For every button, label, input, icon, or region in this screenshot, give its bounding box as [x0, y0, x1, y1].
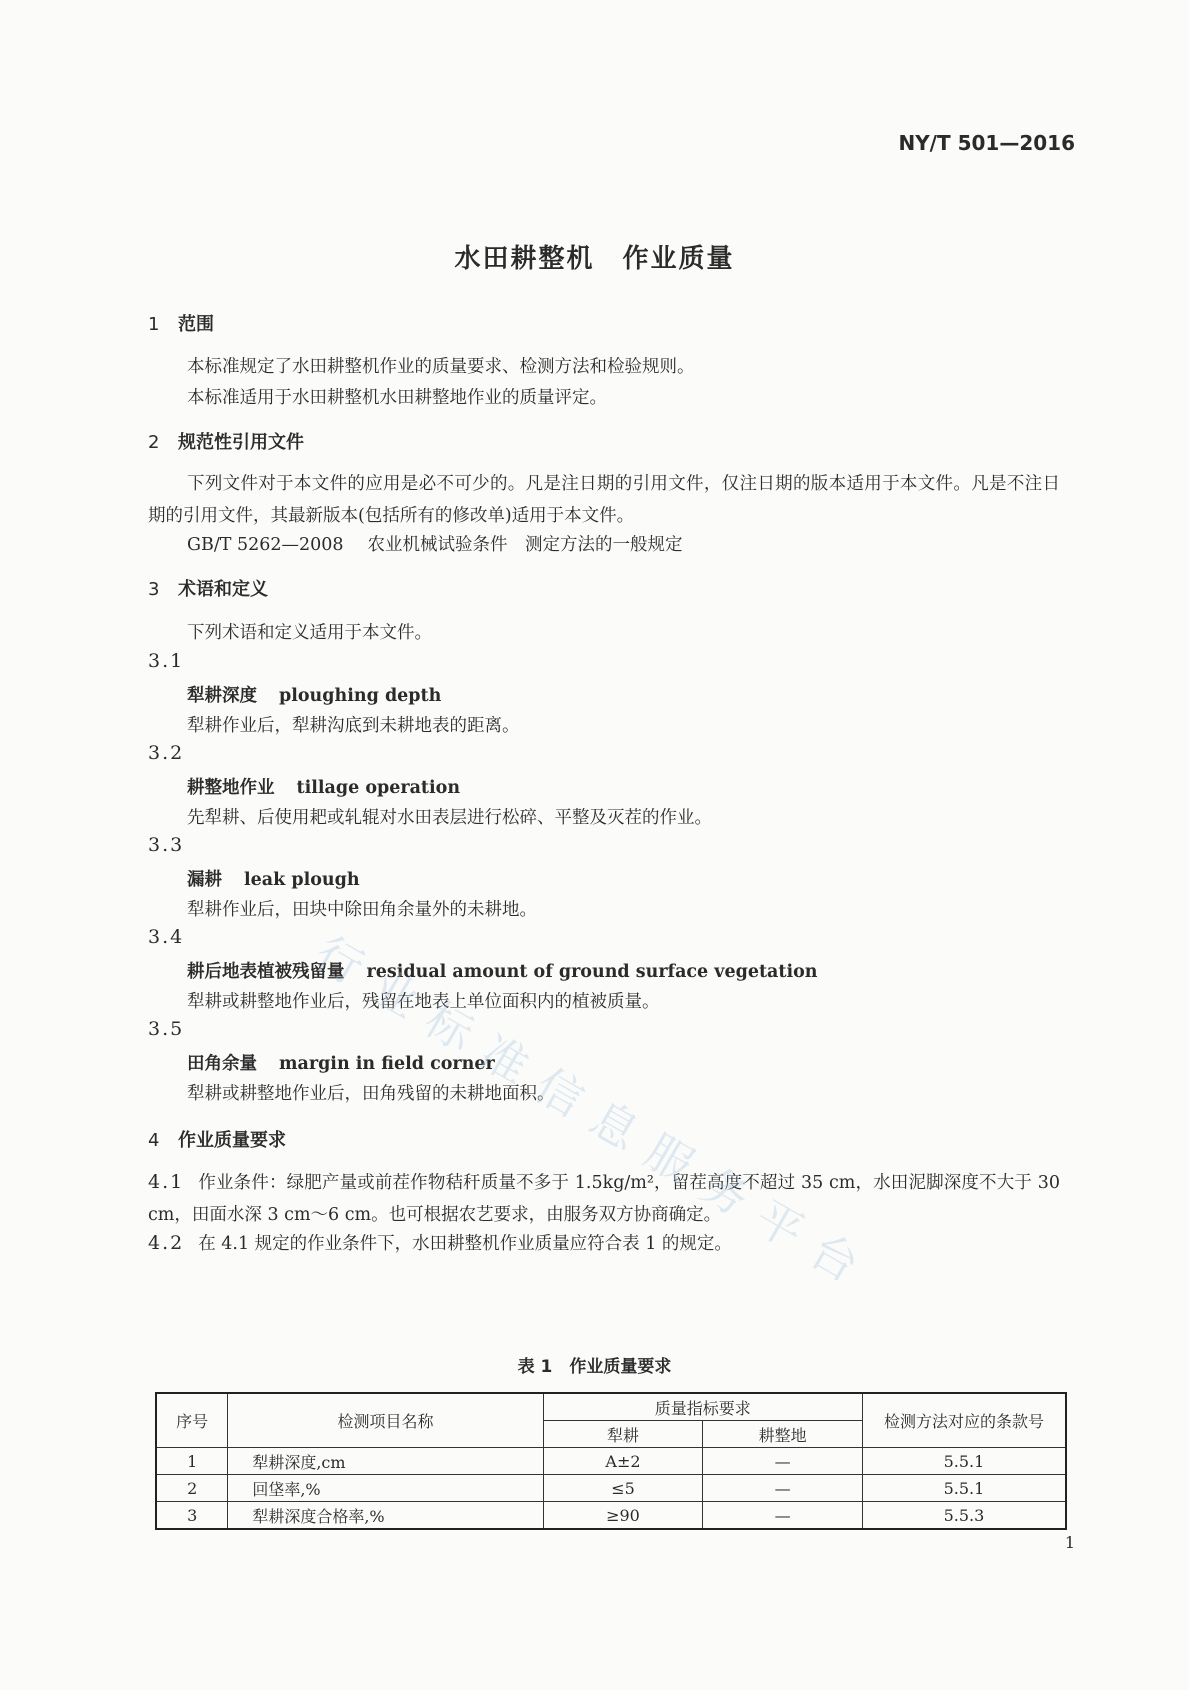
term-number: 3.5	[148, 1018, 185, 1040]
watermark-char: 标	[416, 991, 483, 1062]
cell-seq: 3	[156, 1502, 228, 1530]
term-en: margin in field corner	[279, 1054, 495, 1074]
cell-item: 犁耕深度合格率,%	[228, 1502, 543, 1530]
section-title: 术语和定义	[178, 579, 268, 600]
term-number: 3.4	[148, 926, 185, 948]
reference-code: GB/T 5262—2008	[187, 535, 344, 555]
term-definition: 犁耕作业后，田块中除田角余量外的未耕地。	[187, 900, 537, 920]
watermark-char: 台	[801, 1222, 868, 1293]
table-row	[156, 1448, 1066, 1475]
watermark-char: 行	[306, 925, 373, 996]
cell-tillage: —	[703, 1448, 863, 1475]
section-number: 1	[148, 314, 160, 335]
header-item: 检测项目名称	[228, 1393, 543, 1448]
clause-text: 作业条件：绿肥产量或前茬作物秸秆质量不多于 1.5kg/m²，留茬高度不超过 35 cm，水田泥脚深度不大于 30 cm，田面水深 3 cm～6 cm。也可根据农艺要求，由服务双方协商确定。	[148, 1173, 1060, 1225]
term-definition: 先犁耕、后使用耙或轧辊对水田表层进行松碎、平整及灭茬的作业。	[187, 808, 712, 828]
document-title: 水田耕整机 作业质量	[454, 244, 735, 274]
cell-plough: ≥90	[543, 1502, 703, 1530]
cell-item: 犁耕深度,cm	[228, 1448, 543, 1475]
cell-method: 5.5.1	[862, 1475, 1066, 1502]
quality-requirements-table	[155, 1392, 1067, 1530]
cell-seq: 2	[156, 1475, 228, 1502]
term-heading	[187, 866, 360, 891]
watermark-char: 务	[691, 1156, 758, 1227]
cell-seq: 1	[156, 1448, 228, 1475]
section-1-para-2: 本标准适用于水田耕整机水田耕整地作业的质量评定。	[187, 388, 607, 408]
watermark-char: 服	[636, 1123, 703, 1194]
term-zh: 漏耕	[187, 870, 222, 890]
header-seq: 序号	[156, 1393, 228, 1448]
section-number: 3	[148, 579, 160, 600]
table-row	[156, 1475, 1066, 1502]
clause-text: 在 4.1 规定的作业条件下，水田耕整机作业质量应符合表 1 的规定。	[198, 1234, 732, 1254]
cell-item: 回垡率,%	[228, 1475, 543, 1502]
table-caption: 表 1 作业质量要求	[517, 1357, 672, 1377]
cell-method: 5.5.3	[862, 1502, 1066, 1530]
reference-title: 农业机械试验条件 测定方法的一般规定	[367, 535, 683, 555]
cell-method: 5.5.1	[862, 1448, 1066, 1475]
section-number: 2	[148, 432, 160, 453]
normative-reference	[187, 531, 683, 556]
watermark-char: 信	[526, 1057, 593, 1128]
section-title: 范围	[178, 314, 214, 335]
cell-tillage: —	[703, 1475, 863, 1502]
term-number: 3.3	[148, 834, 185, 856]
term-en: leak plough	[244, 870, 360, 890]
term-en: residual amount of ground surface vegetation	[366, 962, 818, 982]
term-heading	[187, 774, 460, 799]
term-zh: 耕后地表植被残留量	[187, 962, 345, 982]
watermark-char: 准	[471, 1024, 538, 1095]
section-4-heading	[148, 1126, 286, 1152]
document-code: NY/T 501—2016	[898, 131, 1075, 155]
term-definition: 犁耕或耕整地作业后，田角残留的未耕地面积。	[187, 1084, 555, 1104]
section-title: 作业质量要求	[178, 1130, 286, 1151]
term-definition: 犁耕作业后，犁耕沟底到未耕地表的距离。	[187, 716, 520, 736]
section-3-intro: 下列术语和定义适用于本文件。	[187, 623, 432, 643]
cell-plough: A±2	[543, 1448, 703, 1475]
section-2-heading	[148, 428, 304, 454]
cell-plough: ≤5	[543, 1475, 703, 1502]
term-heading	[187, 682, 441, 707]
clause-4-2	[148, 1230, 732, 1255]
header-tillage: 耕整地	[703, 1421, 863, 1448]
term-zh: 田角余量	[187, 1054, 257, 1074]
clause-number: 4.1	[148, 1171, 185, 1193]
page-number: 1	[1064, 1533, 1075, 1552]
term-en: tillage operation	[296, 778, 461, 798]
term-en: ploughing depth	[279, 686, 442, 706]
term-heading	[187, 958, 818, 983]
watermark-char: 业	[361, 958, 428, 1029]
table-header-row	[156, 1393, 1066, 1421]
clause-4-1	[148, 1166, 1060, 1231]
section-1-para-1: 本标准规定了水田耕整机作业的质量要求、检测方法和检验规则。	[187, 357, 695, 377]
table-row	[156, 1502, 1066, 1530]
section-title: 规范性引用文件	[178, 432, 304, 453]
watermark-char: 平	[746, 1189, 813, 1260]
term-definition: 犁耕或耕整地作业后，残留在地表上单位面积内的植被质量。	[187, 992, 660, 1012]
watermark-char: 息	[581, 1090, 648, 1161]
header-plough: 犁耕	[543, 1421, 703, 1448]
section-3-heading	[148, 575, 268, 601]
term-number: 3.1	[148, 650, 185, 672]
term-zh: 耕整地作业	[187, 778, 275, 798]
section-number: 4	[148, 1130, 160, 1151]
clause-number: 4.2	[148, 1232, 185, 1254]
header-method: 检测方法对应的条款号	[862, 1393, 1066, 1448]
cell-tillage: —	[703, 1502, 863, 1530]
section-2-para: 下列文件对于本文件的应用是必不可少的。凡是注日期的引用文件，仅注日期的版本适用于本文件。凡是不注日期的引用文件，其最新版本(包括所有的修改单)适用于本文件。	[148, 474, 1060, 526]
term-number: 3.2	[148, 742, 185, 764]
section-1-heading	[148, 310, 214, 336]
header-requirement: 质量指标要求	[543, 1393, 862, 1421]
term-zh: 犁耕深度	[187, 686, 257, 706]
